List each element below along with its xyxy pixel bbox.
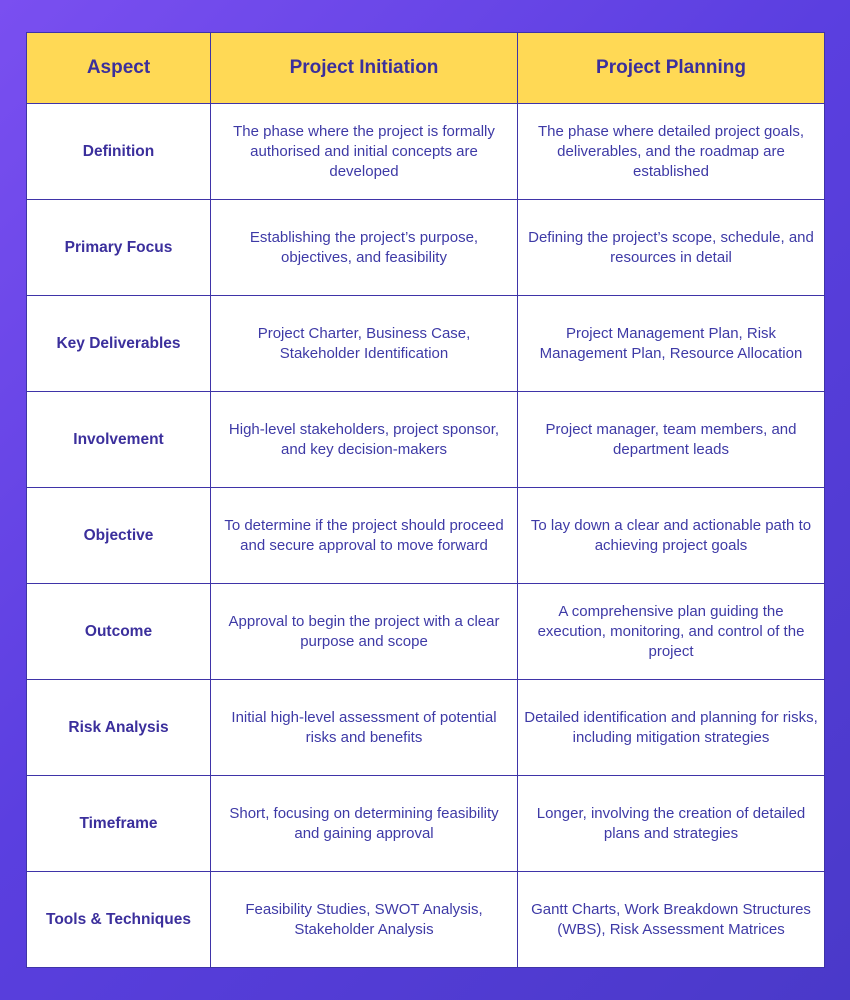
initiation-cell: Project Charter, Business Case, Stakeholder Identification [211,296,518,392]
table-body [27,104,825,968]
planning-cell: A comprehensive plan guiding the execution, monitoring, and control of the project [518,584,825,680]
table-row [27,872,825,968]
planning-cell: Project manager, team members, and department leads [518,392,825,488]
initiation-cell: Establishing the project’s purpose, objectives, and feasibility [211,200,518,296]
planning-cell: Project Management Plan, Risk Management Plan, Resource Allocation [518,296,825,392]
initiation-cell: Initial high-level assessment of potential risks and benefits [211,680,518,776]
initiation-cell: Short, focusing on determining feasibility and gaining approval [211,776,518,872]
header-project-planning: Project Planning [518,33,825,104]
table-row [27,200,825,296]
header-row [27,33,825,104]
header-aspect: Aspect [27,33,211,104]
aspect-cell: Timeframe [27,776,211,872]
aspect-cell: Outcome [27,584,211,680]
table-row [27,296,825,392]
planning-cell: Longer, involving the creation of detailed plans and strategies [518,776,825,872]
initiation-cell: The phase where the project is formally authorised and initial concepts are developed [211,104,518,200]
planning-cell: The phase where detailed project goals, deliverables, and the roadmap are established [518,104,825,200]
table-row [27,104,825,200]
aspect-cell: Tools & Techniques [27,872,211,968]
aspect-cell: Primary Focus [27,200,211,296]
planning-cell: Defining the project’s scope, schedule, and resources in detail [518,200,825,296]
aspect-cell: Risk Analysis [27,680,211,776]
aspect-cell: Key Deliverables [27,296,211,392]
table-row [27,584,825,680]
aspect-cell: Objective [27,488,211,584]
comparison-table [26,32,825,968]
aspect-cell: Definition [27,104,211,200]
initiation-cell: Feasibility Studies, SWOT Analysis, Stakeholder Analysis [211,872,518,968]
table-header [27,33,825,104]
aspect-cell: Involvement [27,392,211,488]
table-row [27,392,825,488]
planning-cell: Gantt Charts, Work Breakdown Structures (WBS), Risk Assessment Matrices [518,872,825,968]
initiation-cell: High-level stakeholders, project sponsor, and key decision-makers [211,392,518,488]
header-project-initiation: Project Initiation [211,33,518,104]
table-row [27,488,825,584]
table-row [27,680,825,776]
planning-cell: Detailed identification and planning for risks, including mitigation strategies [518,680,825,776]
initiation-cell: Approval to begin the project with a clear purpose and scope [211,584,518,680]
table-row [27,776,825,872]
planning-cell: To lay down a clear and actionable path to achieving project goals [518,488,825,584]
initiation-cell: To determine if the project should proceed and secure approval to move forward [211,488,518,584]
